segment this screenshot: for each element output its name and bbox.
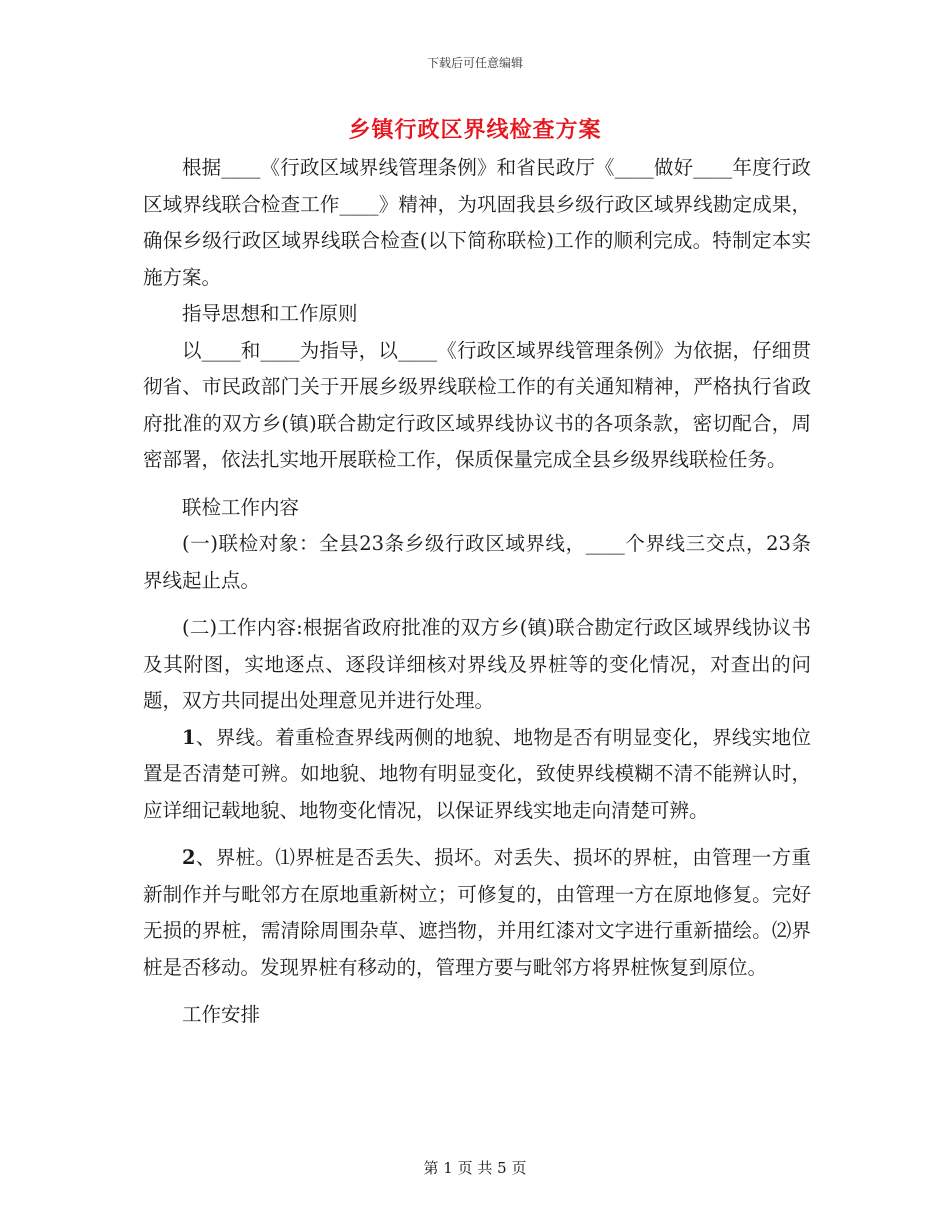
item-number: 1: [182, 725, 196, 749]
item-number: 2: [182, 846, 196, 869]
paragraph-boundary-marker: [143, 840, 811, 986]
paragraph-inspection-object: (一)联检对象：全县23条乡级行政区域界线，____个界线三交点，23条界线起止点。: [143, 532, 811, 592]
document-body: [143, 150, 811, 1034]
heading-guiding-principles: 指导思想和工作原则: [182, 302, 358, 325]
paragraph-principles: 以____和____为指导，以____《行政区域界线管理条例》为依据，仔细贯彻省、市民政部门关于开展乡级界线联检工作的有关通知精神，严格执行省政府批准的双方乡(镇)联合勘定行政区域界线协议书的各项条款，密切配合，周密部署，依法扎实地开展联检工作，保质保量完成全县乡级界线联检任务。: [143, 338, 811, 471]
heading-work-arrangement: 工作安排: [182, 1003, 261, 1026]
heading-inspection-content: 联检工作内容: [182, 495, 300, 519]
item-text: 、界桩。⑴界桩是否丢失、损坏。对丢失、损坏的界桩，由管理一方重新制作并与毗邻方在原地重新树立；可修复的，由管理一方在原地修复。完好无损的界桩，需清除周围杂草、遮挡物，并用红漆对文字进行重新描绘。⑵界桩是否移动。发现界桩有移动的，管理方要与毗邻方将界桩恢复到原位。: [143, 846, 811, 979]
header-note: 下载后可任意编辑: [426, 56, 523, 70]
page-footer: 第 1 页 共 5 页: [423, 1159, 527, 1177]
document-title: 乡镇行政区界线检查方案: [348, 117, 602, 143]
paragraph-work-content: (二)工作内容:根据省政府批准的双方乡(镇)联合勘定行政区域界线协议书及其附图，实地逐点、逐段详细核对界线及界桩等的变化情况，对查出的问题，双方共同提出处理意见并进行处理。: [143, 616, 811, 712]
item-text: 、界线。着重检查界线两侧的地貌、地物是否有明显变化，界线实地位置是否清楚可辨。如地貌、地物有明显变化，致使界线模糊不清不能辨认时，应详细记载地貌、地物变化情况，以保证界线实地走向清楚可辨。: [143, 725, 811, 822]
paragraph-intro: 根据____《行政区域界线管理条例》和省民政厅《____做好____年度行政区域界线联合检查工作____》精神，为巩固我县乡级行政区域界线勘定成果，确保乡级行政区域界线联合检查(以下简称联检)工作的顺利完成。特制定本实施方案。: [143, 156, 811, 289]
paragraph-boundary-line: [143, 720, 811, 830]
